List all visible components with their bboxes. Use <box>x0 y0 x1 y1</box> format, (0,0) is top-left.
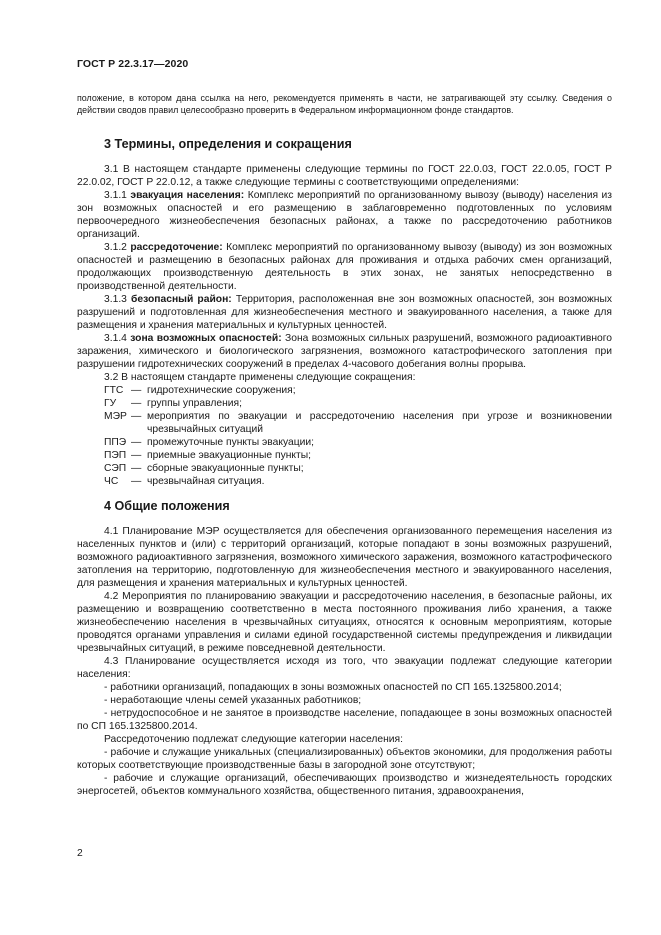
intro-note: положение, в котором дана ссылка на него, рекомендуется применять в части, не затрагивающей эту ссылку. Сведения о действии сводов правил целесообразно проверить в Федеральном информационном фонде стандартов. <box>77 93 612 115</box>
abbreviation-dash: — <box>131 398 142 409</box>
abbreviation-dash: — <box>131 385 142 396</box>
paragraph-4-3: 4.3 Планирование осуществляется исходя из того, что эвакуации подлежат следующие категории населения: <box>77 656 612 680</box>
term-3-1-1 <box>77 189 612 241</box>
section-3-title: 3 Термины, определения и сокращения <box>104 137 352 151</box>
abbreviation-code: ЧС <box>104 476 119 487</box>
term-definition: Зона возможных сильных разрушений, возможного радиоактивного заражения, химического и биологического загрязнения, возможного катастрофического затопления при разрушении гидротехнических сооружений в пределах 4-часового добегания волны прорыва. <box>77 333 613 370</box>
evacuation-item: - нетрудоспособное и не занятое в производстве население, попадающее в зоны возможных опасностей по СП 165.1325800.2014. <box>77 708 612 732</box>
term-name: эвакуация населения: <box>130 190 245 201</box>
abbreviation-row <box>77 384 612 397</box>
term-number: 3.1.1 <box>104 190 131 201</box>
abbreviation-row <box>77 397 612 410</box>
paragraph-4-1: 4.1 Планирование МЭР осуществляется для обеспечения организованного перемещения населения из населенных пунктов и (или) с территорий организаций, которые попадают в зоны возможных разрушений, возможного радиоактивного загрязнения, возможного химического заражения, возможного катастрофического затопления на территорию, подготовленную для жизнеобеспечения местного и эвакуированного населения, для размещения и хранения материальных и культурных ценностей. <box>77 526 612 589</box>
abbreviation-code: МЭР <box>104 411 127 422</box>
evacuation-item: - неработающие члены семей указанных работников; <box>104 695 362 706</box>
term-name: зона возможных опасностей: <box>130 333 282 344</box>
abbreviation-code: СЭП <box>104 463 127 474</box>
term-3-1-4 <box>77 332 612 371</box>
abbreviation-dash: — <box>131 437 142 448</box>
abbreviation-dash: — <box>131 411 142 422</box>
abbreviation-code: ПЭП <box>104 450 127 461</box>
abbreviation-dash: — <box>131 450 142 461</box>
abbreviation-row <box>77 410 612 436</box>
dispersal-intro: Рассредоточению подлежат следующие категории населения: <box>104 734 403 745</box>
abbreviation-definition: группы управления; <box>147 398 242 409</box>
term-name: рассредоточение: <box>130 242 223 253</box>
evacuation-item: - работники организаций, попадающих в зоны возможных опасностей по СП 165.1325800.2014; <box>104 682 562 693</box>
abbreviation-dash: — <box>131 463 142 474</box>
abbreviation-row <box>77 462 612 475</box>
term-definition: Комплекс мероприятий по организованному вывозу (выводу) из зон возможных опасностей и размещению в безопасных районах для проживания и отдыха рабочих смен организаций, продолжающих производственную деятельность в этих зонах, не занятых непосредственно в производственной деятельности. <box>77 242 612 292</box>
abbreviation-dash: — <box>131 476 142 487</box>
abbreviation-definition: чрезвычайная ситуация. <box>147 476 265 487</box>
abbreviation-definition: приемные эвакуационные пункты; <box>147 450 311 461</box>
abbreviation-row <box>77 449 612 462</box>
abbreviation-definition: промежуточные пункты эвакуации; <box>147 437 314 448</box>
term-number: 3.1.2 <box>104 242 131 253</box>
term-definition: Территория, расположенная вне зон возможных опасностей, зон возможных разрушений и подготовленная для жизнеобеспечения местного и эвакуированного населения, а также для размещения и хранения материальных и культурных ценностей. <box>77 294 613 331</box>
abbreviation-definition: мероприятия по эвакуации и рассредоточению населения при угрозе и возникновении чрезвычайных ситуаций <box>147 411 612 435</box>
abbreviation-row <box>77 436 612 449</box>
paragraph-3-2: 3.2 В настоящем стандарте применены следующие сокращения: <box>104 372 416 383</box>
section-4-title: 4 Общие положения <box>104 499 230 513</box>
document-body <box>77 93 612 798</box>
abbreviation-definition: сборные эвакуационные пункты; <box>147 463 304 474</box>
term-3-1-2 <box>77 241 612 293</box>
abbreviation-code: ГТС <box>104 385 124 396</box>
term-3-1-3 <box>77 293 612 332</box>
document-header: ГОСТ Р 22.3.17—2020 <box>77 58 189 70</box>
abbreviation-code: ППЭ <box>104 437 127 448</box>
abbreviation-code: ГУ <box>104 398 117 409</box>
paragraph-4-2: 4.2 Мероприятия по планированию эвакуации и рассредоточению населения, в безопасные районы, их размещению и возвращению соответственно в места постоянного проживания либо хранения, а также жизнеобеспечению населения в чрезвычайных ситуациях, относятся к основным мероприятиям, которые проводятся органами управления и силами единой государственной системы предупреждения и ликвидации чрезвычайных ситуаций, в режиме повседневной деятельности. <box>77 591 612 654</box>
page-number: 2 <box>77 848 83 859</box>
abbreviation-definition: гидротехнические сооружения; <box>147 385 296 396</box>
paragraph-3-1: 3.1 В настоящем стандарте применены следующие термины по ГОСТ 22.0.03, ГОСТ 22.0.05, ГОСТ Р 22.0.02, ГОСТ Р 22.0.12, а также следующие термины с соответствующими определениями: <box>77 164 612 188</box>
dispersal-item: - рабочие и служащие организаций, обеспечивающих производство и жизнедеятельность городских энергосетей, объектов коммунального хозяйства, общественного питания, здравоохранения, <box>77 773 612 797</box>
term-name: безопасный район: <box>131 294 232 305</box>
abbreviation-row <box>77 475 612 488</box>
term-number: 3.1.3 <box>104 294 132 305</box>
term-definition: Комплекс мероприятий по организованному вывозу (выводу) населения из зон возможных опасностей и его размещению в заблаговременно подготовленных по условиям первоочередного жизнеобеспечения безопасных районах, а также по рассредоточению работников организаций. <box>77 190 613 240</box>
term-number: 3.1.4 <box>104 333 131 344</box>
dispersal-item: - рабочие и служащие уникальных (специализированных) объектов экономики, для продолжения работы которых соответствующие производственные базы в загородной зоне отсутствуют; <box>77 747 612 771</box>
